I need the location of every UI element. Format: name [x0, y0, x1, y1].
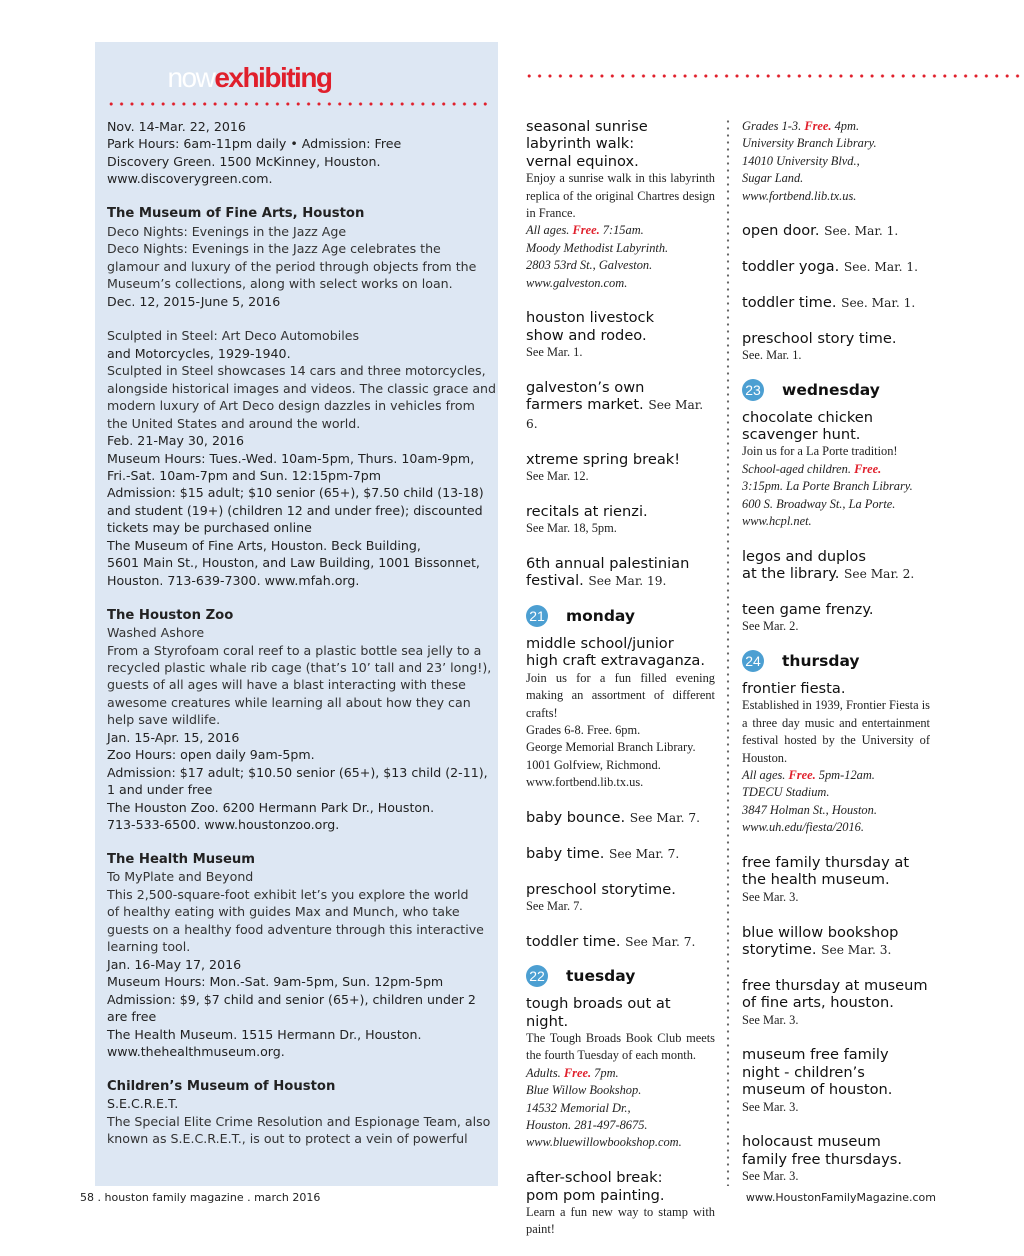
event-continued — [742, 118, 930, 205]
title-line: middle school/junior — [526, 634, 674, 652]
listing-line: 1 and under free — [107, 782, 213, 798]
see-reference: See Mar. 3. — [742, 1099, 799, 1114]
event-details — [526, 222, 715, 292]
event-title — [526, 845, 715, 863]
listing-line: glamour and luxury of the period through objects from the — [107, 258, 477, 274]
title-line: legos and duplos — [742, 547, 866, 565]
calendar-column-right — [742, 118, 930, 1203]
title-line: show and rodeo. — [526, 326, 647, 344]
event-sunrise-labyrinth — [526, 118, 715, 292]
day-label: wednesday — [782, 380, 880, 399]
title-line: blue willow bookshop — [742, 923, 899, 941]
listing-line: and Motorcycles, 1929-1940. — [107, 345, 291, 361]
listing-line: This 2,500-square-foot exhibit let’s you explore the world — [107, 886, 469, 902]
event-grades: Grades 1-3. — [742, 119, 802, 133]
free-label: Free. — [854, 461, 882, 476]
listing-line: Museum Hours: Mon.-Sat. 9am-5pm, Sun. 12pm-5pm — [107, 974, 444, 990]
event-description: Enjoy a sunrise walk in this labyrinth replica of the original Chartres design in France. — [526, 171, 715, 221]
event-city: Sugar Land. — [742, 171, 804, 186]
title-line: toddler time. — [742, 294, 837, 312]
listing-line: Sculpted in Steel: Art Deco Automobiles — [107, 328, 360, 344]
see-reference: See. Mar. 1. — [742, 348, 802, 363]
event-venue: Blue Willow Bookshop. — [526, 1083, 642, 1098]
event-title — [526, 635, 715, 670]
listing-line: Deco Nights: Evenings in the Jazz Age — [107, 223, 347, 239]
event-livestock-show — [526, 309, 715, 361]
listing-line: Park Hours: 6am-11pm daily • Admission: Free — [107, 136, 402, 152]
event-address: 3847 Holman St., Houston. — [742, 802, 877, 817]
event-health-museum-thursday — [742, 854, 930, 906]
event-preschool-story-time — [742, 330, 930, 365]
title-line: baby bounce. — [526, 808, 626, 826]
title-line: festival. — [526, 572, 584, 590]
heading-now: now — [167, 62, 215, 93]
event-ages: All ages. — [742, 767, 786, 782]
title-line: free thursday at museum — [742, 976, 928, 994]
footer-page-info: 58 . houston family magazine . march 2016 — [80, 1191, 321, 1204]
event-website: www.bluewillowbookshop.com. — [526, 1135, 682, 1150]
listing-line: awesome creatures while learning all about how they can — [107, 694, 471, 710]
listing-line: Dec. 12, 2015-June 5, 2016 — [107, 293, 281, 309]
event-title: preschool story time. — [742, 329, 897, 347]
title-line: open door. — [742, 222, 820, 240]
event-tough-broads — [526, 995, 715, 1152]
event-title: tough broads out at night. — [526, 995, 671, 1030]
title-line: galveston’s own — [526, 379, 645, 397]
event-time: 5pm-12am. — [818, 767, 875, 782]
day-header-tuesday — [526, 961, 715, 991]
listing-line: guests of all ages will have a blast interacting with these — [107, 677, 466, 693]
listing-line: known as S.E.C.R.E.T., is out to protect a vein of powerful — [107, 1131, 468, 1147]
listing-line: the United States and around the world. — [107, 415, 361, 431]
listing-line: learning tool. — [107, 939, 191, 955]
event-farmers-market — [526, 379, 715, 433]
see-reference: See Mar. 7. — [629, 810, 700, 825]
see-reference: See Mar. 18, 5pm. — [526, 521, 617, 536]
dotted-rule-sidebar — [106, 101, 488, 107]
listing-line: alongside historical images and videos. The classic grace and — [107, 380, 497, 396]
title-line: of fine arts, houston. — [742, 994, 894, 1012]
listing-line: The Museum of Fine Arts, Houston. Beck Building, — [107, 537, 421, 553]
listing-line: Museum’s collections, along with select works on loan. — [107, 276, 453, 292]
listing-line: 5601 Main St., Houston, and Law Building, 1001 Bissonnet, — [107, 555, 480, 571]
title-line: free family thursday at — [742, 853, 910, 871]
listing-line: 713-533-6500. www.houstonzoo.org. — [107, 817, 340, 833]
event-craft-extravaganza — [526, 635, 715, 792]
event-ages: School-aged children. — [742, 461, 851, 476]
event-open-door — [742, 222, 930, 240]
event-title — [526, 555, 715, 591]
event-info-line: www.fortbend.lib.tx.us. — [526, 775, 644, 790]
see-reference: See. Mar. 1. — [841, 296, 916, 311]
listing-line: Nov. 14-Mar. 22, 2016 — [107, 119, 246, 134]
see-reference: See Mar. 7. — [526, 898, 583, 913]
title-line: baby time. — [526, 844, 605, 862]
venue-title: The Houston Zoo — [107, 607, 234, 623]
event-venue: 3:15pm. La Porte Branch Library. — [742, 479, 913, 494]
event-venue: University Branch Library. — [742, 136, 877, 151]
listing-line: help save wildlife. — [107, 712, 221, 728]
day-header-wednesday — [742, 375, 930, 405]
listing-line: Museum Hours: Tues.-Wed. 10am-5pm, Thurs. 10am-9pm, — [107, 450, 475, 466]
day-number-badge: 22 — [526, 965, 548, 987]
title-line: at the library. — [742, 565, 840, 583]
listing-line: To MyPlate and Beyond — [107, 869, 254, 885]
title-line: holocaust museum — [742, 1133, 881, 1151]
event-legos-duplos — [742, 548, 930, 584]
venue-title: Children’s Museum of Houston — [107, 1078, 336, 1094]
listing-line: Feb. 21-May 30, 2016 — [107, 433, 244, 449]
event-description: Established in 1939, Frontier Fiesta is a three day music and entertainment festival hosted by the University of Houston. — [742, 698, 930, 765]
listing-line: Admission: $15 adult; $10 senior (65+), $7.50 child (13-18) — [107, 485, 484, 501]
event-mfa-free-thursday — [742, 977, 930, 1029]
listing-line: and student (19+) (children 12 and under free); discounted — [107, 502, 483, 518]
day-header-monday — [526, 601, 715, 631]
event-title — [526, 379, 715, 433]
day-number-badge: 21 — [526, 605, 548, 627]
listing-line: guests on a healthy food adventure through this interactive — [107, 921, 484, 937]
event-title — [742, 1133, 930, 1168]
dotted-column-divider — [725, 118, 731, 1186]
listing-line: tickets may be purchased online — [107, 520, 312, 536]
event-time: 7:15am. — [602, 223, 644, 238]
title-line: 6th annual palestinian — [526, 555, 690, 573]
title-line: after-school break: — [526, 1169, 663, 1187]
listing-line: Deco Nights: Evenings in the Jazz Age celebrates the — [107, 241, 441, 257]
event-details — [742, 461, 930, 531]
see-reference: See Mar. 7. — [609, 846, 680, 861]
listing-line: Fri.-Sat. 10am-7pm and Sun. 12:15pm-7pm — [107, 468, 382, 484]
event-description: Join us for a fun filled evening making an assortment of different crafts! — [526, 670, 715, 720]
event-teen-game-frenzy — [742, 601, 930, 636]
event-title — [526, 309, 715, 344]
listing-line: Houston. 713-639-7300. www.mfah.org. — [107, 572, 360, 588]
event-title: xtreme spring break! — [526, 450, 681, 468]
free-label: Free. — [804, 119, 832, 133]
see-reference: See. Mar. 1. — [843, 260, 919, 275]
listing-line: of healthy eating with guides Max and Munch, who take — [107, 904, 460, 920]
title-line: the health museum. — [742, 871, 890, 889]
health-museum-section — [107, 851, 489, 1060]
day-label: thursday — [782, 651, 860, 670]
see-reference: See Mar. 6. — [526, 398, 704, 431]
listing-line: Jan. 15-Apr. 15, 2016 — [107, 729, 240, 745]
listing-line: Admission: $9, $7 child and senior (65+), children under 2 — [107, 991, 476, 1007]
event-description: Join us for a La Porte tradition! — [742, 444, 898, 459]
event-title — [742, 924, 930, 960]
event-website: www.uh.edu/fiesta/2016. — [742, 820, 864, 835]
see-reference: See Mar. 12. — [526, 469, 589, 484]
title-line: scavenger hunt. — [742, 426, 861, 444]
free-label: Free. — [788, 767, 816, 782]
title-line: farmers market. — [526, 396, 644, 414]
day-number-badge: 23 — [742, 379, 764, 401]
venue-title: The Museum of Fine Arts, Houston — [107, 206, 365, 222]
event-title — [742, 1046, 930, 1098]
title-line: night - children’s — [742, 1063, 865, 1081]
event-title: preschool storytime. — [526, 880, 676, 898]
listing-line: are free — [107, 1009, 157, 1025]
event-website: www.fortbend.lib.tx.us. — [742, 188, 857, 203]
event-address: 600 S. Broadway St., La Porte. — [742, 496, 896, 511]
listing-line: From a Styrofoam coral reef to a plastic bottle sea jelly to a — [107, 642, 482, 658]
event-info-line: 1001 Golfview, Richmond. — [526, 757, 661, 772]
mfa-section — [107, 205, 489, 310]
title-line: chocolate chicken — [742, 408, 874, 426]
event-title: teen game frenzy. — [742, 601, 874, 619]
title-line: pom pom painting. — [526, 1186, 665, 1204]
event-info-line: George Memorial Branch Library. — [526, 740, 696, 755]
listing-line: modern luxury of Art Deco design dazzles in vehicles from — [107, 398, 475, 414]
see-reference: See Mar. 1. — [526, 345, 583, 360]
event-childrens-museum-night — [742, 1046, 930, 1116]
event-rienzi-recitals — [526, 503, 715, 538]
sidebar-heading — [117, 62, 382, 94]
event-title: frontier fiesta. — [742, 679, 846, 697]
day-label: monday — [566, 606, 636, 625]
event-baby-time — [526, 845, 715, 863]
discovery-green-section — [107, 118, 489, 188]
heading-exhibiting: exhibiting — [214, 62, 332, 93]
event-baby-bounce — [526, 809, 715, 827]
event-venue: Moody Methodist Labyrinth. — [526, 240, 669, 255]
event-address: 2803 53rd St., Galveston. — [526, 258, 653, 273]
event-title: recitals at rienzi. — [526, 502, 648, 520]
event-address: 14010 University Blvd., — [742, 153, 860, 168]
event-website: www.hcpl.net. — [742, 514, 812, 529]
title-line: storytime. — [742, 940, 817, 958]
title-line: museum of houston. — [742, 1081, 893, 1099]
free-label: Free. — [563, 1065, 592, 1080]
event-ages: All ages. — [526, 223, 570, 238]
event-toddler-time — [526, 933, 715, 951]
listing-line: The Health Museum. 1515 Hermann Dr., Houston. — [107, 1026, 422, 1042]
event-preschool-storytime — [526, 881, 715, 916]
listing-line: Discovery Green. 1500 McKinney, Houston. — [107, 153, 381, 169]
day-number-badge: 24 — [742, 650, 764, 672]
listing-line: S.E.C.R.E.T. — [107, 1096, 179, 1112]
event-info-line: Grades 6-8. Free. 6pm. — [526, 722, 641, 737]
footer-website-link[interactable]: www.HoustonFamilyMagazine.com — [745, 1191, 936, 1204]
calendar-column-middle — [526, 118, 715, 1256]
listing-line: Washed Ashore — [107, 625, 205, 641]
event-pom-pom-painting — [526, 1169, 715, 1239]
see-reference: See. Mar. 1. — [824, 224, 899, 239]
event-title — [526, 118, 715, 170]
see-reference: See Mar. 3. — [742, 1012, 799, 1027]
event-title — [742, 977, 930, 1012]
listing-line: www.discoverygreen.com. — [107, 171, 273, 187]
listing-line: The Houston Zoo. 6200 Hermann Park Dr., Houston. — [107, 799, 435, 815]
see-reference: See Mar. 7. — [625, 934, 696, 949]
event-description: The Tough Broads Book Club meets the fourth Tuesday of each month. — [526, 1030, 715, 1063]
event-title — [742, 294, 930, 312]
event-title — [526, 809, 715, 827]
exhibit-listings — [107, 118, 497, 1165]
event-title — [742, 409, 930, 444]
event-phone: Houston. 281-497-8675. — [526, 1117, 648, 1132]
event-description: Learn a fun new way to stamp with paint! — [526, 1205, 715, 1237]
event-blue-willow-storytime — [742, 924, 930, 960]
title-line: toddler yoga. — [742, 258, 840, 276]
event-palestinian-festival — [526, 555, 715, 591]
event-frontier-fiesta — [742, 680, 930, 837]
zoo-section — [107, 607, 492, 834]
listing-line: www.thehealthmuseum.org. — [107, 1043, 285, 1059]
dotted-rule-top — [524, 73, 1024, 79]
venue-title: The Health Museum — [107, 851, 256, 867]
event-title — [742, 548, 930, 584]
title-line: houston livestock — [526, 309, 655, 327]
event-time: 4pm. — [834, 119, 860, 133]
event-title — [526, 1169, 715, 1204]
event-details — [742, 118, 930, 205]
event-toddler-time-right — [742, 294, 930, 312]
event-toddler-yoga — [742, 258, 930, 276]
listing-line: Zoo Hours: open daily 9am-5pm. — [107, 747, 315, 763]
see-reference: See Mar. 19. — [588, 574, 667, 589]
title-line: labyrinth walk: — [526, 135, 635, 153]
listing-line: The Special Elite Crime Resolution and Espionage Team, also — [107, 1113, 491, 1129]
event-venue: TDECU Stadium. — [742, 785, 830, 800]
event-details — [742, 767, 930, 837]
listing-line: recycled plastic whale rib cage (that’s 10’ tall and 23’ long!), — [107, 660, 492, 675]
title-line: museum free family — [742, 1046, 889, 1064]
event-website: www.galveston.com. — [526, 275, 628, 290]
title-line: family free thursdays. — [742, 1150, 903, 1168]
event-address: 14532 Memorial Dr., — [526, 1100, 631, 1115]
listing-line: Sculpted in Steel showcases 14 cars and three motorcycles, — [107, 363, 486, 379]
see-reference: See Mar. 3. — [742, 889, 799, 904]
title-line: seasonal sunrise — [526, 118, 648, 135]
title-line: high craft extravaganza. — [526, 652, 705, 670]
day-label: tuesday — [566, 967, 636, 986]
mfa-section-2 — [107, 327, 497, 589]
event-time: 7pm. — [594, 1065, 619, 1080]
listing-line: Jan. 16-May 17, 2016 — [107, 956, 242, 972]
event-title — [742, 854, 930, 889]
see-reference: See Mar. 3. — [821, 942, 892, 957]
see-reference: See Mar. 2. — [844, 567, 915, 582]
event-ages: Adults. — [526, 1065, 561, 1080]
day-header-thursday — [742, 646, 930, 676]
listing-line: Admission: $17 adult; $10.50 senior (65+), $13 child (2-11), — [107, 764, 488, 780]
see-reference: See Mar. 2. — [742, 619, 799, 634]
event-details — [526, 722, 715, 792]
see-reference: See Mar. 3. — [742, 1169, 799, 1184]
free-label: Free. — [572, 223, 600, 238]
title-line: toddler time. — [526, 932, 621, 950]
event-title — [742, 258, 930, 276]
title-line: vernal equinox. — [526, 152, 639, 170]
event-title — [526, 933, 715, 951]
event-title — [742, 222, 930, 240]
event-holocaust-museum — [742, 1133, 930, 1185]
event-scavenger-hunt — [742, 409, 930, 531]
childrens-museum-section — [107, 1078, 489, 1148]
event-details — [526, 1065, 715, 1152]
event-spring-break — [526, 451, 715, 486]
